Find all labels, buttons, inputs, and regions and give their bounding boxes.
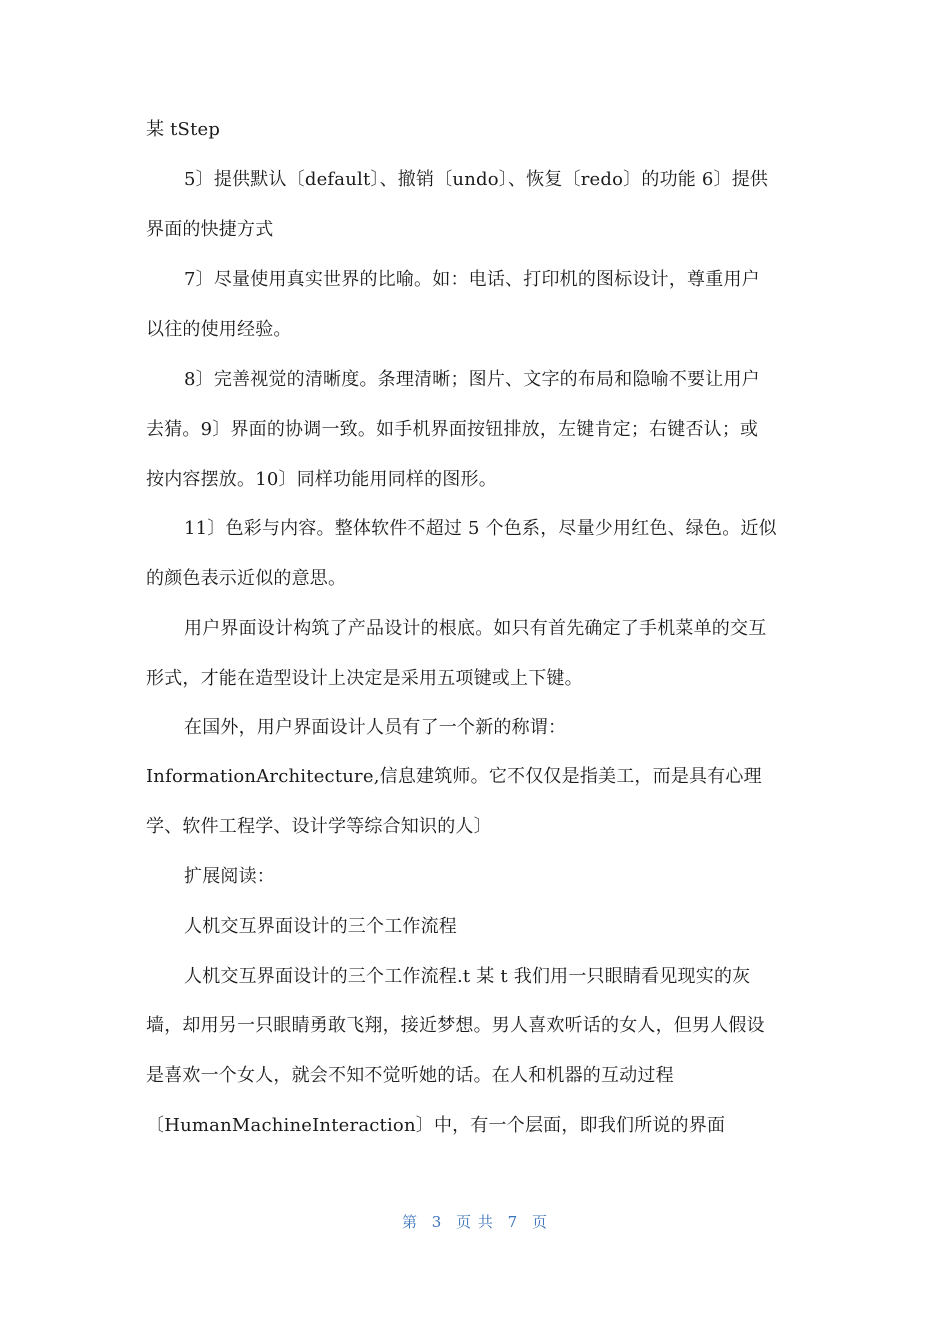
section-heading: 人机交互界面设计的三个工作流程 bbox=[184, 916, 457, 937]
footer-suffix: 页 bbox=[532, 1213, 549, 1231]
text-line: 某 tStep bbox=[146, 119, 221, 140]
text-line: 墙，却用另一只眼睛勇敢飞翔，接近梦想。男人喜欢听话的女人，但男人假设 bbox=[146, 1015, 765, 1036]
text-line: 5〕提供默认〔default〕、撤销〔undo〕、恢复〔redo〕的功能 6〕提供 bbox=[184, 169, 769, 190]
text-line: 11〕色彩与内容。整体软件不超过 5 个色系，尽量少用红色、绿色。近似 bbox=[184, 518, 777, 539]
text-line: 7〕尽量使用真实世界的比喻。如：电话、打印机的图标设计，尊重用户 bbox=[184, 269, 760, 290]
text-line: 学、软件工程学、设计学等综合知识的人〕 bbox=[146, 816, 492, 837]
text-line: 用户界面设计构筑了产品设计的根底。如只有首先确定了手机菜单的交互 bbox=[184, 618, 767, 639]
footer-total-pages: 7 bbox=[507, 1213, 519, 1231]
text-line: 扩展阅读： bbox=[184, 866, 275, 887]
text-line: 〔HumanMachineInteraction〕中，有一个层面，即我们所说的界面 bbox=[146, 1115, 726, 1136]
footer-prefix: 第 bbox=[401, 1213, 418, 1231]
text-line: 人机交互界面设计的三个工作流程.t 某 t 我们用一只眼睛看见现实的灰 bbox=[184, 966, 751, 987]
text-line: 8〕完善视觉的清晰度。条理清晰；图片、文字的布局和隐喻不要让用户 bbox=[184, 369, 760, 390]
text-line: 在国外，用户界面设计人员有了一个新的称谓： bbox=[184, 717, 567, 738]
text-line: InformationArchitecture,信息建筑师。它不仅仅是指美工，而是具有心理 bbox=[146, 766, 762, 787]
text-line: 按内容摆放。10〕同样功能用同样的图形。 bbox=[146, 469, 497, 490]
footer-page-number: 3 bbox=[431, 1213, 443, 1231]
page-footer bbox=[0, 1212, 950, 1232]
text-line: 形式，才能在造型设计上决定是采用五项键或上下键。 bbox=[146, 668, 583, 689]
text-line: 的颜色表示近似的意思。 bbox=[146, 568, 347, 589]
text-line: 是喜欢一个女人，就会不知不觉听她的话。在人和机器的互动过程 bbox=[146, 1065, 674, 1086]
text-line: 以往的使用经验。 bbox=[146, 319, 292, 340]
text-line: 去猜。9〕界面的协调一致。如手机界面按钮排放，左键肯定；右键否认；或 bbox=[146, 419, 759, 440]
footer-middle: 页 共 bbox=[456, 1213, 494, 1231]
text-line: 界面的快捷方式 bbox=[146, 219, 274, 240]
